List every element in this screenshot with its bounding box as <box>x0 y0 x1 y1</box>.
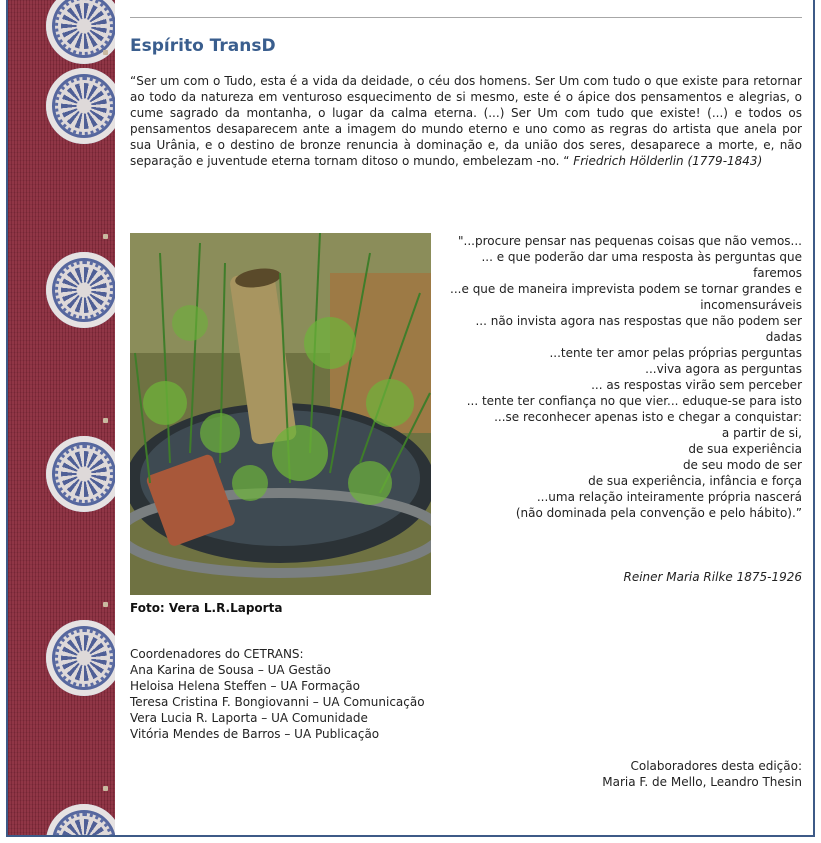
rilke-poem <box>436 233 802 521</box>
poem-line: ... tente ter confiança no que vier... eduque-se para isto <box>466 394 802 408</box>
intro-quote <box>130 73 802 169</box>
coordinator-item: Teresa Cristina F. Bongiovanni – UA Comunicação <box>130 695 425 709</box>
coordinators-list <box>130 646 630 742</box>
coordinator-item: Heloisa Helena Steffen – UA Formação <box>130 679 361 693</box>
photo-illustration <box>130 233 431 595</box>
garden-photo <box>130 233 431 595</box>
pin-decoration <box>103 786 108 791</box>
intro-quote-author: Friedrich Hölderlin (1779-1843) <box>573 154 763 168</box>
pin-decoration <box>103 234 108 239</box>
medallion-ornament <box>46 68 115 144</box>
poem-line: ...tente ter amor pelas próprias perguntas <box>549 346 802 360</box>
poem-line: de seu modo de ser <box>682 458 802 472</box>
intro-quote-text: “Ser um com o Tudo, esta é a vida da deidade, o céu dos homens. Ser Um com tudo o que existe para retornar ao todo da natureza em venturoso esquecimento de si mesmo, este é o ápice dos pensamentos e alegrias, o cume sagrado da montanha, o lugar da calma eterna. (...) Ser Um com tudo que existe! (...) e todos os pensamentos desaparecem ante a imagem do mundo eterno e uno como as regras do artista que anela por sua Urânia, e o destino de bronze renuncia à dominação e, da união dos seres, desaparece a morte, e, não separação e juventude eterna tornam ditoso o mundo, embelezam -no. “ <box>130 74 802 168</box>
coordinator-item: Ana Karina de Sousa – UA Gestão <box>130 663 331 677</box>
poem-line: de sua experiência <box>688 442 802 456</box>
poem-line: ... as respostas virão sem perceber <box>591 378 802 392</box>
page-frame <box>6 0 815 837</box>
poem-line: "...procure pensar nas pequenas coisas que não vemos... <box>458 234 802 248</box>
pin-decoration <box>103 602 108 607</box>
poem-line: a partir de si, <box>721 426 802 440</box>
poem-line: ...uma relação inteiramente própria nascerá <box>536 490 802 504</box>
poem-author: Reiner Maria Rilke 1875-1926 <box>623 570 802 584</box>
pin-decoration <box>103 50 108 55</box>
coordinator-item: Vera Lucia R. Laporta – UA Comunidade <box>130 711 368 725</box>
poem-line: ... e que poderão dar uma resposta às perguntas que faremos <box>481 250 802 280</box>
poem-line: (não dominada pela convenção e pelo hábito).” <box>515 506 802 520</box>
medallion-ornament <box>46 436 115 512</box>
photo-caption: Foto: Vera L.R.Laporta <box>130 601 283 615</box>
medallion-ornament <box>46 804 115 837</box>
fabric-border-decoration <box>8 0 115 837</box>
poem-line: de sua experiência, infância e força <box>588 474 802 488</box>
collaborators-block <box>478 758 802 790</box>
coordinators-heading: Coordenadores do CETRANS: <box>130 647 304 661</box>
medallion-ornament <box>46 252 115 328</box>
collaborators-heading: Colaboradores desta edição: <box>630 759 802 773</box>
coordinator-item: Vitória Mendes de Barros – UA Publicação <box>130 727 380 741</box>
page-title: Espírito TransD <box>130 36 276 56</box>
top-divider <box>130 17 802 18</box>
poem-line: ... não invista agora nas respostas que não podem ser dadas <box>475 314 802 344</box>
poem-line: ...se reconhecer apenas isto e chegar a conquistar: <box>494 410 802 424</box>
poem-line: ...viva agora as perguntas <box>645 362 802 376</box>
poem-line: ...e que de maneira imprevista podem se tornar grandes e incomensuráveis <box>450 282 802 312</box>
pin-decoration <box>103 418 108 423</box>
collaborators-names: Maria F. de Mello, Leandro Thesin <box>602 775 802 789</box>
medallion-ornament <box>46 620 115 696</box>
